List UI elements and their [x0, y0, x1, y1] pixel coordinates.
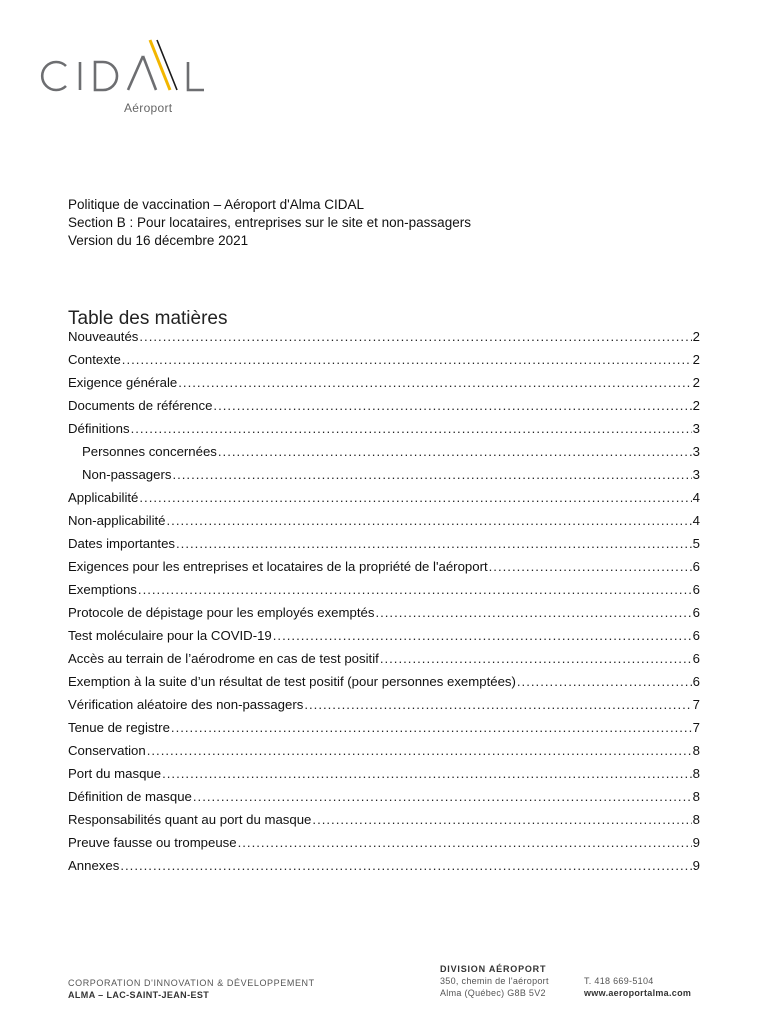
toc-leader-dots [172, 467, 691, 482]
footer-org-region: ALMA – LAC-SAINT-JEAN-EST [68, 990, 210, 1000]
toc-leader-dots [238, 835, 692, 850]
footer-address-line1: 350, chemin de l'aéroport [440, 976, 549, 986]
toc-entry-page: 6 [692, 628, 700, 643]
toc-entry-label: Vérification aléatoire des non-passagers [68, 697, 304, 712]
toc-entry[interactable] [68, 490, 700, 513]
toc-leader-dots [273, 628, 692, 643]
toc-entry-page: 3 [692, 467, 700, 482]
toc-entry-label: Annexes [68, 858, 120, 873]
toc-leader-dots [193, 789, 692, 804]
table-of-contents [68, 329, 700, 881]
logo-subtitle: Aéroport [124, 101, 173, 115]
toc-entry-page: 8 [692, 743, 700, 758]
toc-entry[interactable] [68, 444, 700, 467]
toc-entry-label: Conservation [68, 743, 146, 758]
toc-leader-dots [131, 421, 692, 436]
toc-entry[interactable] [68, 421, 700, 444]
toc-entry-label: Exemption à la suite d’un résultat de test positif (pour personnes exemptées) [68, 674, 516, 689]
toc-entry-page: 8 [692, 789, 700, 804]
toc-entry-label: Non-applicabilité [68, 513, 166, 528]
toc-leader-dots [489, 559, 692, 574]
footer-org-name: CORPORATION D'INNOVATION & DÉVELOPPEMENT [68, 978, 315, 988]
toc-leader-dots [147, 743, 692, 758]
toc-entry-page: 4 [692, 513, 700, 528]
toc-leader-dots [176, 536, 692, 551]
toc-entry-page: 4 [692, 490, 700, 505]
toc-entry-label: Responsabilités quant au port du masque [68, 812, 312, 827]
toc-entry[interactable] [68, 766, 700, 789]
toc-entry-label: Exemptions [68, 582, 137, 597]
toc-entry[interactable] [68, 720, 700, 743]
toc-leader-dots [304, 697, 691, 712]
toc-entry[interactable] [68, 513, 700, 536]
toc-entry-label: Exigence générale [68, 375, 178, 390]
toc-entry-label: Applicabilité [68, 490, 139, 505]
toc-entry-label: Définition de masque [68, 789, 192, 804]
toc-entry-label: Protocole de dépistage pour les employés exemptés [68, 605, 375, 620]
toc-entry-page: 6 [692, 605, 700, 620]
header-version: Version du 16 décembre 2021 [68, 233, 249, 248]
toc-leader-dots [517, 674, 692, 689]
footer-website[interactable]: www.aeroportalma.com [584, 988, 692, 998]
toc-leader-dots [138, 582, 692, 597]
toc-entry-label: Dates importantes [68, 536, 176, 551]
toc-entry-label: Non-passagers [82, 467, 172, 482]
toc-entry[interactable] [68, 559, 700, 582]
toc-title: Table des matières [68, 308, 228, 329]
toc-leader-dots [120, 858, 691, 873]
footer-organization [68, 977, 315, 1001]
toc-entry[interactable] [68, 812, 700, 835]
toc-entry-page: 8 [692, 766, 700, 781]
toc-entry[interactable] [68, 674, 700, 697]
toc-leader-dots [162, 766, 692, 781]
toc-entry[interactable] [68, 605, 700, 628]
toc-entry-label: Accès au terrain de l’aérodrome en cas de test positif [68, 651, 379, 666]
toc-entry-page: 2 [692, 352, 700, 367]
toc-entry-label: Exigences pour les entreprises et locataires de la propriété de l'aéroport [68, 559, 488, 574]
toc-entry-page: 8 [692, 812, 700, 827]
toc-entry[interactable] [68, 835, 700, 858]
toc-entry-page: 6 [692, 651, 700, 666]
toc-entry-label: Personnes concernées [82, 444, 217, 459]
toc-entry-page: 2 [692, 329, 700, 344]
toc-entry-label: Nouveautés [68, 329, 139, 344]
toc-entry[interactable] [68, 582, 700, 605]
toc-entry-page: 7 [692, 720, 700, 735]
toc-entry[interactable] [68, 467, 700, 490]
toc-entry-page: 2 [692, 375, 700, 390]
toc-entry-label: Test moléculaire pour la COVID-19 [68, 628, 272, 643]
toc-entry-page: 5 [692, 536, 700, 551]
toc-entry[interactable] [68, 789, 700, 812]
toc-entry-page: 9 [692, 858, 700, 873]
toc-entry-page: 6 [692, 582, 700, 597]
toc-entry[interactable] [68, 352, 700, 375]
toc-leader-dots [213, 398, 691, 413]
header-title: Politique de vaccination – Aéroport d'Alma CIDAL [68, 197, 364, 212]
toc-entry[interactable] [68, 375, 700, 398]
toc-leader-dots [380, 651, 692, 666]
toc-leader-dots [312, 812, 691, 827]
document-header [68, 196, 471, 250]
footer-phone: T. 418 669-5104 [584, 976, 654, 986]
toc-entry-page: 2 [692, 398, 700, 413]
toc-entry[interactable] [68, 329, 700, 352]
header-section: Section B : Pour locataires, entreprises sur le site et non-passagers [68, 215, 471, 230]
toc-entry-page: 7 [692, 697, 700, 712]
footer-division: DIVISION AÉROPORT [440, 964, 547, 974]
toc-entry-page: 3 [692, 444, 700, 459]
toc-entry[interactable] [68, 743, 700, 766]
toc-leader-dots [171, 720, 692, 735]
footer-address-line2: Alma (Québec) G8B 5V2 [440, 988, 546, 998]
toc-entry-page: 6 [692, 674, 700, 689]
toc-entry-label: Contexte [68, 352, 121, 367]
footer-address [440, 963, 549, 999]
toc-entry-label: Port du masque [68, 766, 162, 781]
toc-entry-label: Preuve fausse ou trompeuse [68, 835, 237, 850]
toc-leader-dots [139, 329, 691, 344]
toc-entry[interactable] [68, 858, 700, 881]
toc-leader-dots [167, 513, 692, 528]
toc-entry[interactable] [68, 398, 700, 421]
toc-leader-dots [375, 605, 691, 620]
toc-entry-label: Définitions [68, 421, 130, 436]
toc-entry-label: Documents de référence [68, 398, 213, 413]
toc-leader-dots [178, 375, 691, 390]
toc-leader-dots [218, 444, 692, 459]
toc-leader-dots [139, 490, 691, 505]
toc-entry-page: 3 [692, 421, 700, 436]
toc-entry[interactable] [68, 536, 700, 559]
toc-leader-dots [122, 352, 692, 367]
toc-entry[interactable] [68, 697, 700, 720]
toc-entry-page: 6 [692, 559, 700, 574]
footer-contact [584, 975, 691, 999]
toc-entry-page: 9 [692, 835, 700, 850]
toc-entry[interactable] [68, 651, 700, 674]
toc-entry[interactable] [68, 628, 700, 651]
toc-entry-label: Tenue de registre [68, 720, 170, 735]
